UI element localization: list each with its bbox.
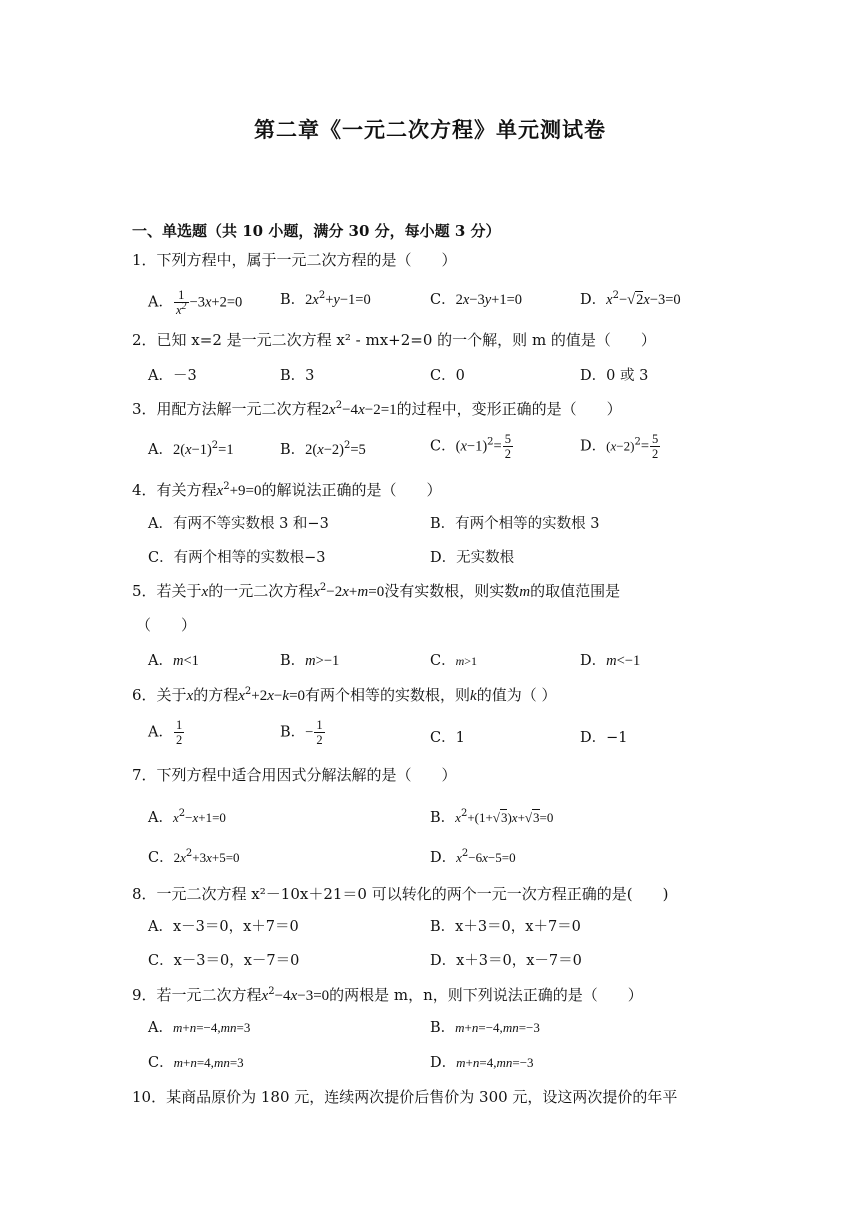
- q2-option-a: A．－3: [148, 368, 197, 384]
- q1-option-d: D．$x^2-√2x-3=0$: [580, 290, 681, 308]
- q8-option-b: B．x＋3＝0，x＋7＝0: [430, 919, 581, 935]
- q3-option-c: C．$(x-1)^2=$ $\frac{5}{2}$: [430, 432, 511, 461]
- question-6: 6．关于x的方程$x^2+2x-k=0$有两个相等的实数根，则k的值为（ ）: [132, 686, 557, 704]
- q9-option-b: B．m+n=−4,mn=−3: [430, 1020, 540, 1036]
- q5-option-c: C．m>1: [430, 653, 478, 669]
- q9-option-c: C．m+n=4,mn=3: [148, 1055, 244, 1071]
- question-10: 10．某商品原价为 180 元，连续两次提价后售价为 300 元，设这两次提价的年平: [132, 1088, 678, 1106]
- q8-option-d: D．x＋3＝0，x－7＝0: [430, 953, 582, 969]
- q1-option-a: A． $\frac{1}{x^2}$ −3x+2=0: [148, 288, 243, 317]
- q9-option-a: A．m+n=−4,mn=3: [148, 1020, 251, 1036]
- q2-option-c: C．0: [430, 368, 465, 384]
- q6-option-b: B．− $\frac{1}{2}$: [280, 718, 323, 747]
- q6-option-a: A． $\frac{1}{2}$: [148, 718, 183, 747]
- question-1: 1．下列方程中，属于一元二次方程的是（ ）: [132, 251, 457, 269]
- q4-option-d: D．无实数根: [430, 550, 515, 566]
- q9-option-d: D．m+n=4,mn=−3: [430, 1055, 534, 1071]
- q4-option-c: C．有两个相等的实数根−3: [148, 550, 326, 566]
- question-4: 4．有关方程$x^2+9=0$的解说法正确的是（ ）: [132, 481, 442, 499]
- question-5-brackets: （ ）: [136, 616, 197, 634]
- q8-option-a: A．x－3＝0，x＋7＝0: [148, 919, 299, 935]
- question-9: 9．若一元二次方程$x^2-4x-3=0$的两根是 m，n，则下列说法正确的是（ ）: [132, 986, 643, 1004]
- q2-option-d: D．0 或 3: [580, 368, 649, 384]
- q4-option-a: A．有两不等实数根 3 和−3: [148, 516, 329, 532]
- q7-option-a: A．$x^2-x+1=0$: [148, 808, 226, 826]
- q6-option-d: D．−1: [580, 730, 628, 746]
- q1-option-b: B．$2x^2+y-1=0$: [280, 290, 371, 308]
- q7-option-d: D．$x^2-6x-5=0$: [430, 848, 516, 866]
- q7-option-b: B．$x^2+(1+√3)x+√3=0$: [430, 808, 554, 826]
- question-5: 5．若关于x的一元二次方程$x^2-2x+m=0$没有实数根，则实数m的取值范围是: [132, 582, 621, 600]
- question-8: 8．一元二次方程 x²－10x＋21＝0 可以转化的两个一元一次方程正确的是( ): [132, 885, 669, 903]
- q8-option-c: C．x－3＝0，x－7＝0: [148, 953, 300, 969]
- q7-option-c: C．$2x^2+3x+5=0$: [148, 848, 240, 866]
- question-2: 2．已知 x=2 是一元二次方程 x² - mx+2=0 的一个解，则 m 的值是（ ）: [132, 331, 656, 349]
- question-7: 7．下列方程中适合用因式分解法解的是（ ）: [132, 766, 457, 784]
- q5-option-a: A．m<1: [148, 653, 199, 669]
- q4-option-b: B．有两个相等的实数根 3: [430, 516, 600, 532]
- q2-option-b: B．3: [280, 368, 315, 384]
- page-title: 第二章《一元二次方程》单元测试卷: [254, 117, 606, 142]
- q1-option-c: C．2x−3y+1=0: [430, 292, 523, 308]
- q3-option-b: B．$2(x-2)^2=5$: [280, 440, 366, 458]
- section-heading: 一、单选题（共 10 小题，满分 30 分，每小题 3 分）: [132, 222, 501, 240]
- q3-option-a: A．$2(x-1)^2=1$: [148, 440, 234, 458]
- q6-option-c: C．1: [430, 730, 465, 746]
- q3-option-d: D．$(x-2)^2=$ $\frac{5}{2}$: [580, 432, 659, 461]
- q5-option-b: B．m>−1: [280, 653, 340, 669]
- question-3: 3．用配方法解一元二次方程$2x^2-4x-2=1$的过程中，变形正确的是（ ）: [132, 400, 622, 418]
- q5-option-d: D．m<−1: [580, 653, 641, 669]
